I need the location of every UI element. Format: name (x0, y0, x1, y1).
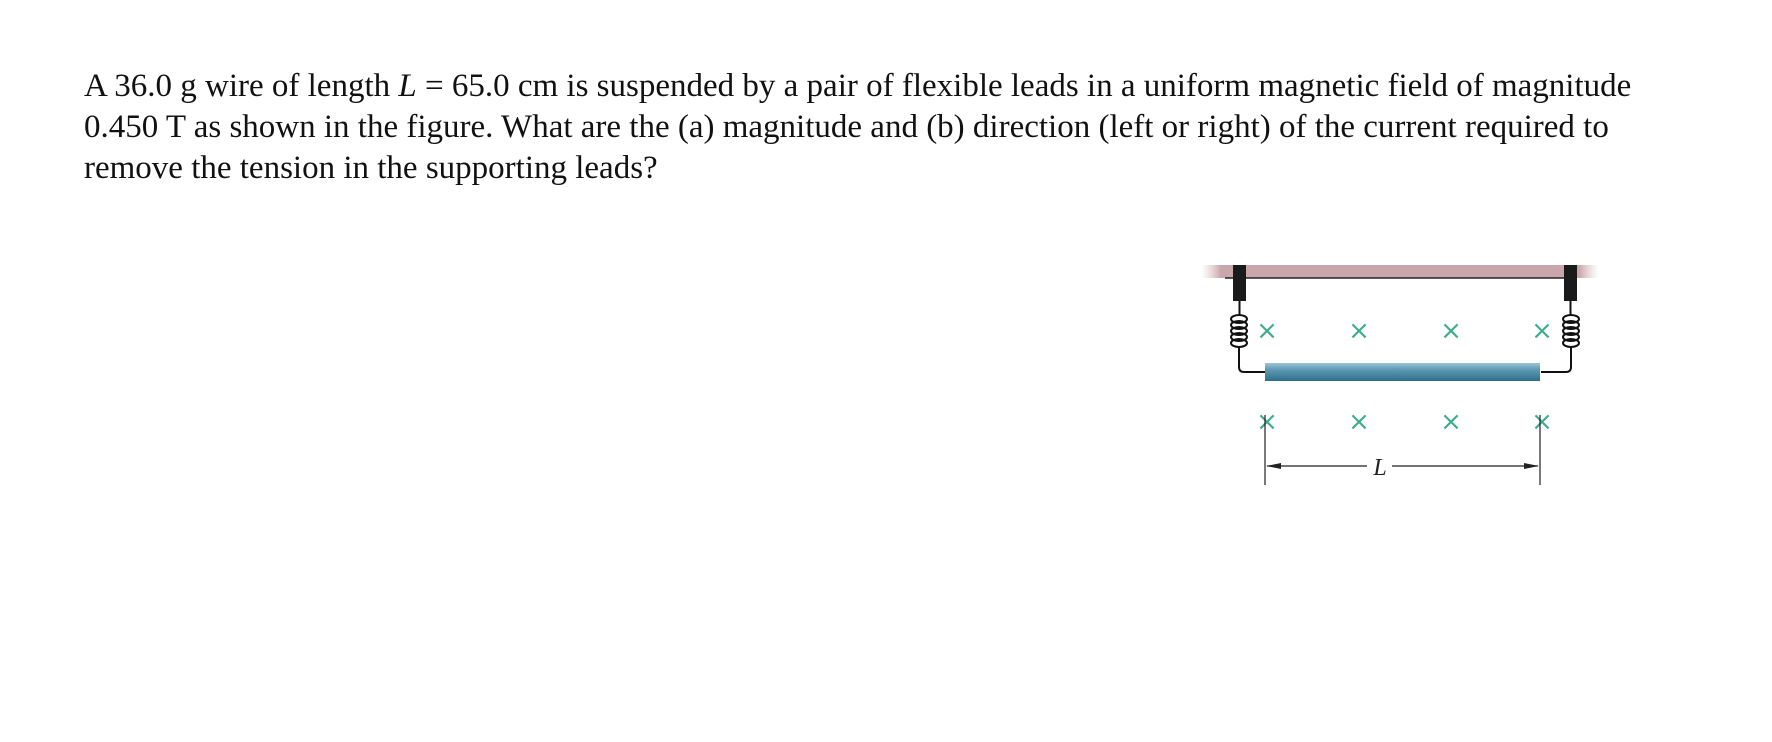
left-mount-post (1233, 265, 1246, 301)
field-mark: × (1348, 407, 1370, 437)
field-mark: × (1531, 316, 1553, 346)
field-mark: × (1348, 316, 1370, 346)
field-mark: × (1256, 407, 1278, 437)
problem-text-start: A 36.0 g wire of length (84, 68, 399, 104)
field-mark: × (1440, 407, 1462, 437)
ceiling-support (1201, 265, 1599, 278)
length-variable: L (398, 68, 417, 104)
length-dimension (1265, 415, 1540, 485)
problem-text-rest: = 65.0 cm is suspended by a pair of flexible leads in a uniform magnetic field of magnitude 0.450 T as shown in the figure. What are the (a) magnitude and (b) direction (left or right) of the current required to remove the tension in the supporting leads? (84, 68, 1632, 186)
field-mark: × (1440, 316, 1462, 346)
dimension-arrow-right (1524, 463, 1539, 469)
length-label: L (1373, 455, 1387, 481)
magnetic-field-figure (1195, 255, 1605, 495)
field-mark: × (1256, 316, 1278, 346)
field-mark: × (1531, 407, 1553, 437)
suspended-wire (1265, 363, 1540, 381)
problem-statement (84, 66, 1644, 189)
dimension-arrow-left (1266, 463, 1281, 469)
right-mount-post (1564, 265, 1577, 301)
